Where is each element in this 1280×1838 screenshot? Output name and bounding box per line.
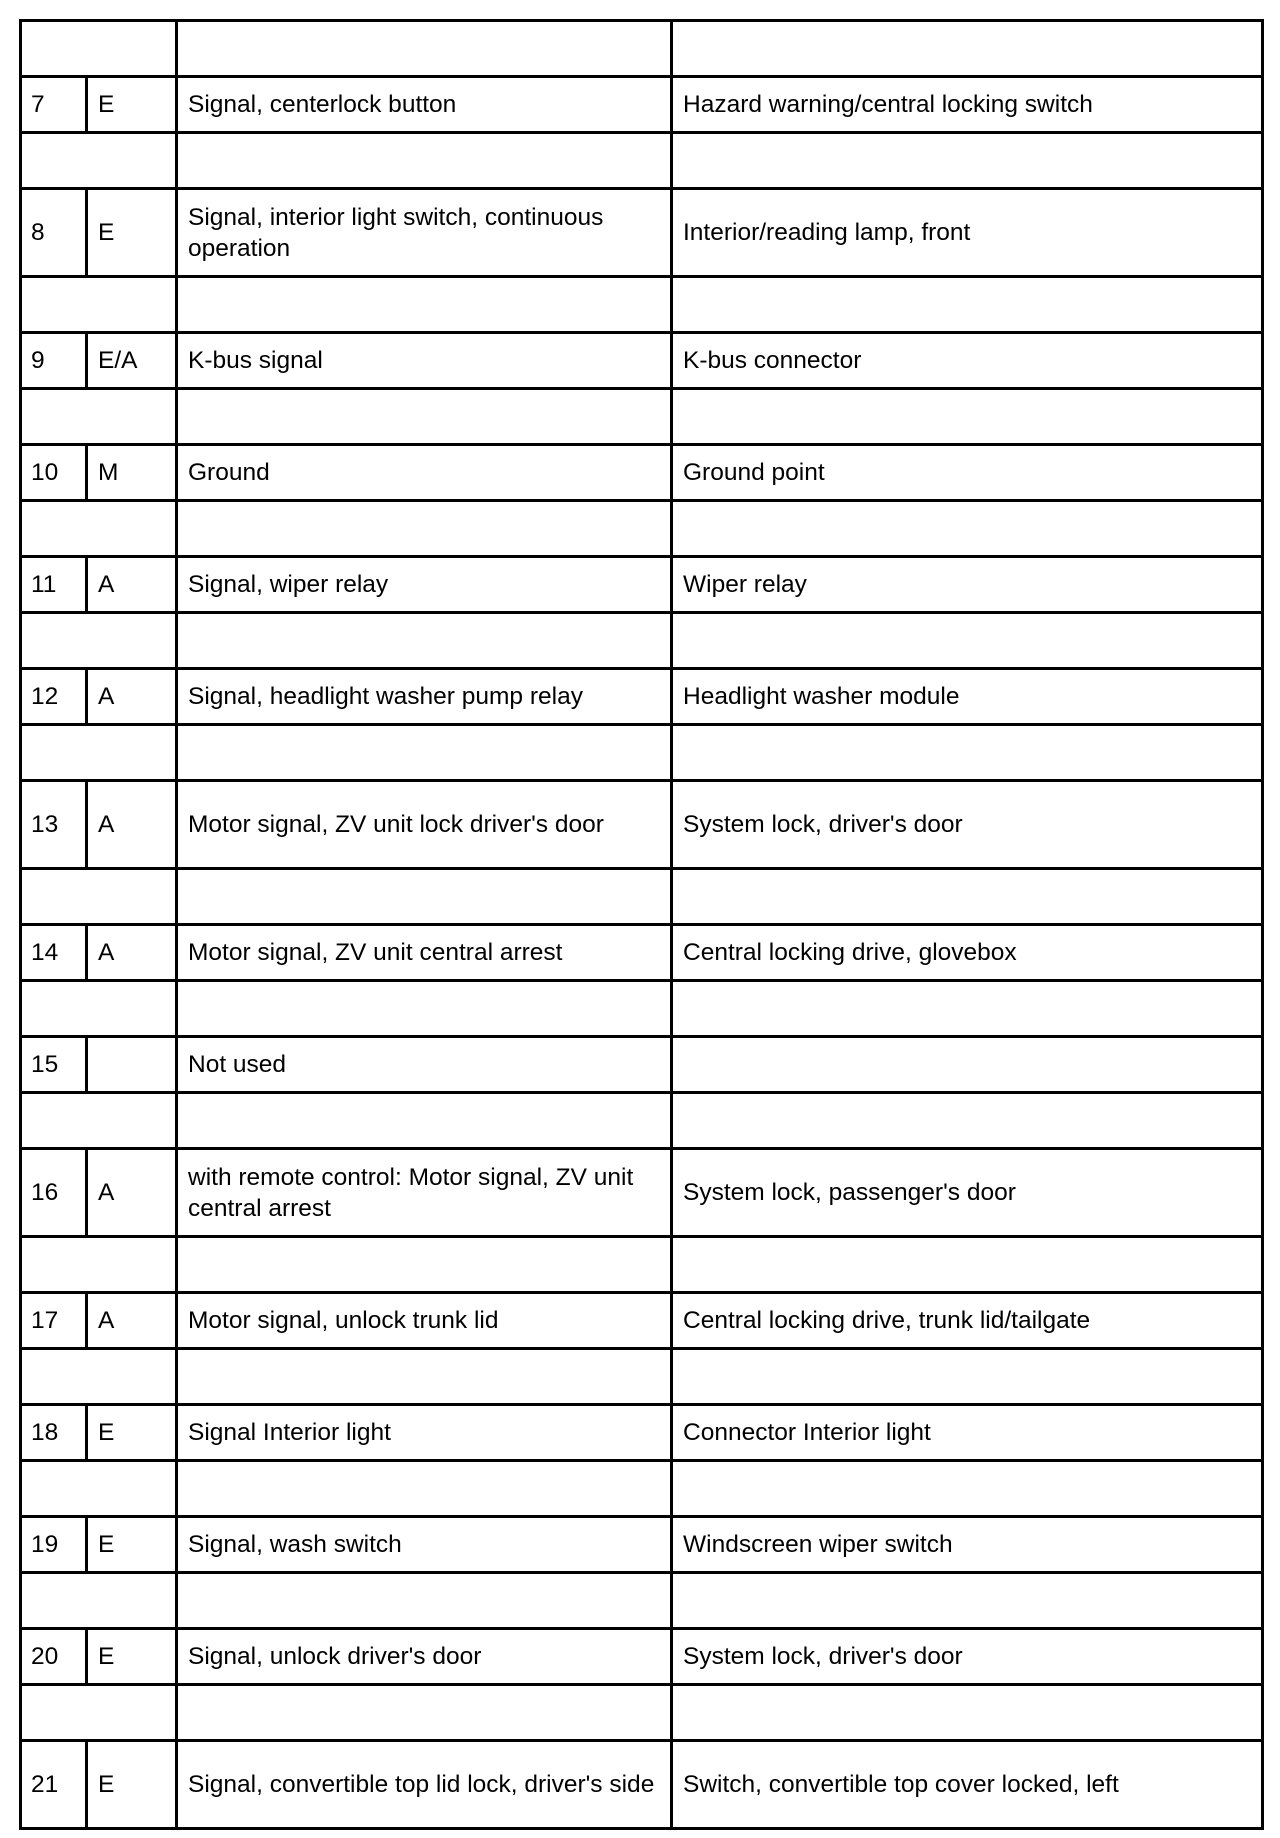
empty-cell [21,1093,177,1149]
empty-cell [21,1573,177,1629]
empty-cell [177,981,672,1037]
empty-cell [177,277,672,333]
table-row [21,1405,1263,1461]
table-row [21,1741,1263,1829]
description-cell: Signal, interior light switch, continuous operation [177,189,672,277]
table-row [21,77,1263,133]
signal-type-cell: A [87,669,177,725]
empty-cell [21,1349,177,1405]
pin-number-cell: 19 [21,1517,87,1573]
signal-type-cell: E [87,189,177,277]
empty-cell [177,725,672,781]
pin-number-cell: 17 [21,1293,87,1349]
signal-type-cell: M [87,445,177,501]
signal-type-cell: E/A [87,333,177,389]
empty-cell [177,1685,672,1741]
empty-cell [21,613,177,669]
empty-cell [21,21,177,77]
empty-cell [672,869,1263,925]
description-cell: with remote control: Motor signal, ZV unit central arrest [177,1149,672,1237]
table-row [21,1293,1263,1349]
spacer-row [21,1237,1263,1293]
pin-number-cell: 15 [21,1037,87,1093]
empty-cell [672,133,1263,189]
pin-assignment-table [19,19,1264,1830]
component-cell: Wiper relay [672,557,1263,613]
signal-type-cell: A [87,1149,177,1237]
empty-cell [672,389,1263,445]
empty-cell [21,501,177,557]
spacer-row [21,981,1263,1037]
component-cell: Switch, convertible top cover locked, left [672,1741,1263,1829]
component-cell: Interior/reading lamp, front [672,189,1263,277]
empty-cell [177,1237,672,1293]
description-cell: Signal, headlight washer pump relay [177,669,672,725]
empty-cell [21,869,177,925]
component-cell: Windscreen wiper switch [672,1517,1263,1573]
table-row [21,669,1263,725]
empty-cell [21,981,177,1037]
empty-cell [177,1573,672,1629]
description-cell: Signal, convertible top lid lock, driver's side [177,1741,672,1829]
spacer-row [21,21,1263,77]
description-cell: Signal, wash switch [177,1517,672,1573]
pin-table-body [21,21,1263,1829]
description-cell: Ground [177,445,672,501]
spacer-row [21,613,1263,669]
pin-number-cell: 14 [21,925,87,981]
pin-number-cell: 16 [21,1149,87,1237]
table-row [21,925,1263,981]
pin-number-cell: 21 [21,1741,87,1829]
component-cell: K-bus connector [672,333,1263,389]
empty-cell [177,613,672,669]
signal-type-cell: A [87,1293,177,1349]
empty-cell [21,1685,177,1741]
description-cell: Signal, centerlock button [177,77,672,133]
component-cell [672,1037,1263,1093]
description-cell: Motor signal, ZV unit central arrest [177,925,672,981]
component-cell: Connector Interior light [672,1405,1263,1461]
component-cell: Hazard warning/central locking switch [672,77,1263,133]
empty-cell [672,1349,1263,1405]
empty-cell [672,725,1263,781]
spacer-row [21,1685,1263,1741]
empty-cell [672,1685,1263,1741]
signal-type-cell: E [87,1517,177,1573]
signal-type-cell: A [87,557,177,613]
component-cell: Central locking drive, glovebox [672,925,1263,981]
component-cell: Ground point [672,445,1263,501]
table-row [21,1517,1263,1573]
signal-type-cell: A [87,925,177,981]
table-row [21,1149,1263,1237]
empty-cell [672,1237,1263,1293]
empty-cell [672,1573,1263,1629]
pin-number-cell: 11 [21,557,87,613]
spacer-row [21,1573,1263,1629]
empty-cell [21,725,177,781]
empty-cell [672,21,1263,77]
empty-cell [177,21,672,77]
empty-cell [672,613,1263,669]
component-cell: Central locking drive, trunk lid/tailgate [672,1293,1263,1349]
signal-type-cell: E [87,1405,177,1461]
table-row [21,189,1263,277]
pin-number-cell: 18 [21,1405,87,1461]
empty-cell [177,869,672,925]
pin-number-cell: 13 [21,781,87,869]
pin-number-cell: 9 [21,333,87,389]
pin-number-cell: 20 [21,1629,87,1685]
spacer-row [21,1093,1263,1149]
empty-cell [21,389,177,445]
spacer-row [21,725,1263,781]
table-row [21,1037,1263,1093]
empty-cell [672,1461,1263,1517]
description-cell: Signal, wiper relay [177,557,672,613]
signal-type-cell: A [87,781,177,869]
spacer-row [21,277,1263,333]
empty-cell [177,389,672,445]
pin-number-cell: 12 [21,669,87,725]
table-row [21,781,1263,869]
spacer-row [21,869,1263,925]
empty-cell [672,1093,1263,1149]
table-row [21,445,1263,501]
empty-cell [672,501,1263,557]
description-cell: Motor signal, unlock trunk lid [177,1293,672,1349]
empty-cell [177,1349,672,1405]
empty-cell [177,133,672,189]
component-cell: System lock, driver's door [672,781,1263,869]
component-cell: Headlight washer module [672,669,1263,725]
empty-cell [177,1461,672,1517]
signal-type-cell: E [87,77,177,133]
empty-cell [672,981,1263,1037]
signal-type-cell [87,1037,177,1093]
description-cell: Motor signal, ZV unit lock driver's door [177,781,672,869]
component-cell: System lock, driver's door [672,1629,1263,1685]
description-cell: Not used [177,1037,672,1093]
signal-type-cell: E [87,1629,177,1685]
empty-cell [21,277,177,333]
pin-number-cell: 7 [21,77,87,133]
spacer-row [21,389,1263,445]
description-cell: K-bus signal [177,333,672,389]
pin-number-cell: 10 [21,445,87,501]
empty-cell [177,1093,672,1149]
pin-number-cell: 8 [21,189,87,277]
empty-cell [21,1461,177,1517]
empty-cell [21,1237,177,1293]
description-cell: Signal, unlock driver's door [177,1629,672,1685]
spacer-row [21,1461,1263,1517]
spacer-row [21,1349,1263,1405]
signal-type-cell: E [87,1741,177,1829]
empty-cell [177,501,672,557]
table-row [21,333,1263,389]
description-cell: Signal Interior light [177,1405,672,1461]
component-cell: System lock, passenger's door [672,1149,1263,1237]
table-row [21,557,1263,613]
empty-cell [672,277,1263,333]
table-row [21,1629,1263,1685]
empty-cell [21,133,177,189]
spacer-row [21,501,1263,557]
spacer-row [21,133,1263,189]
